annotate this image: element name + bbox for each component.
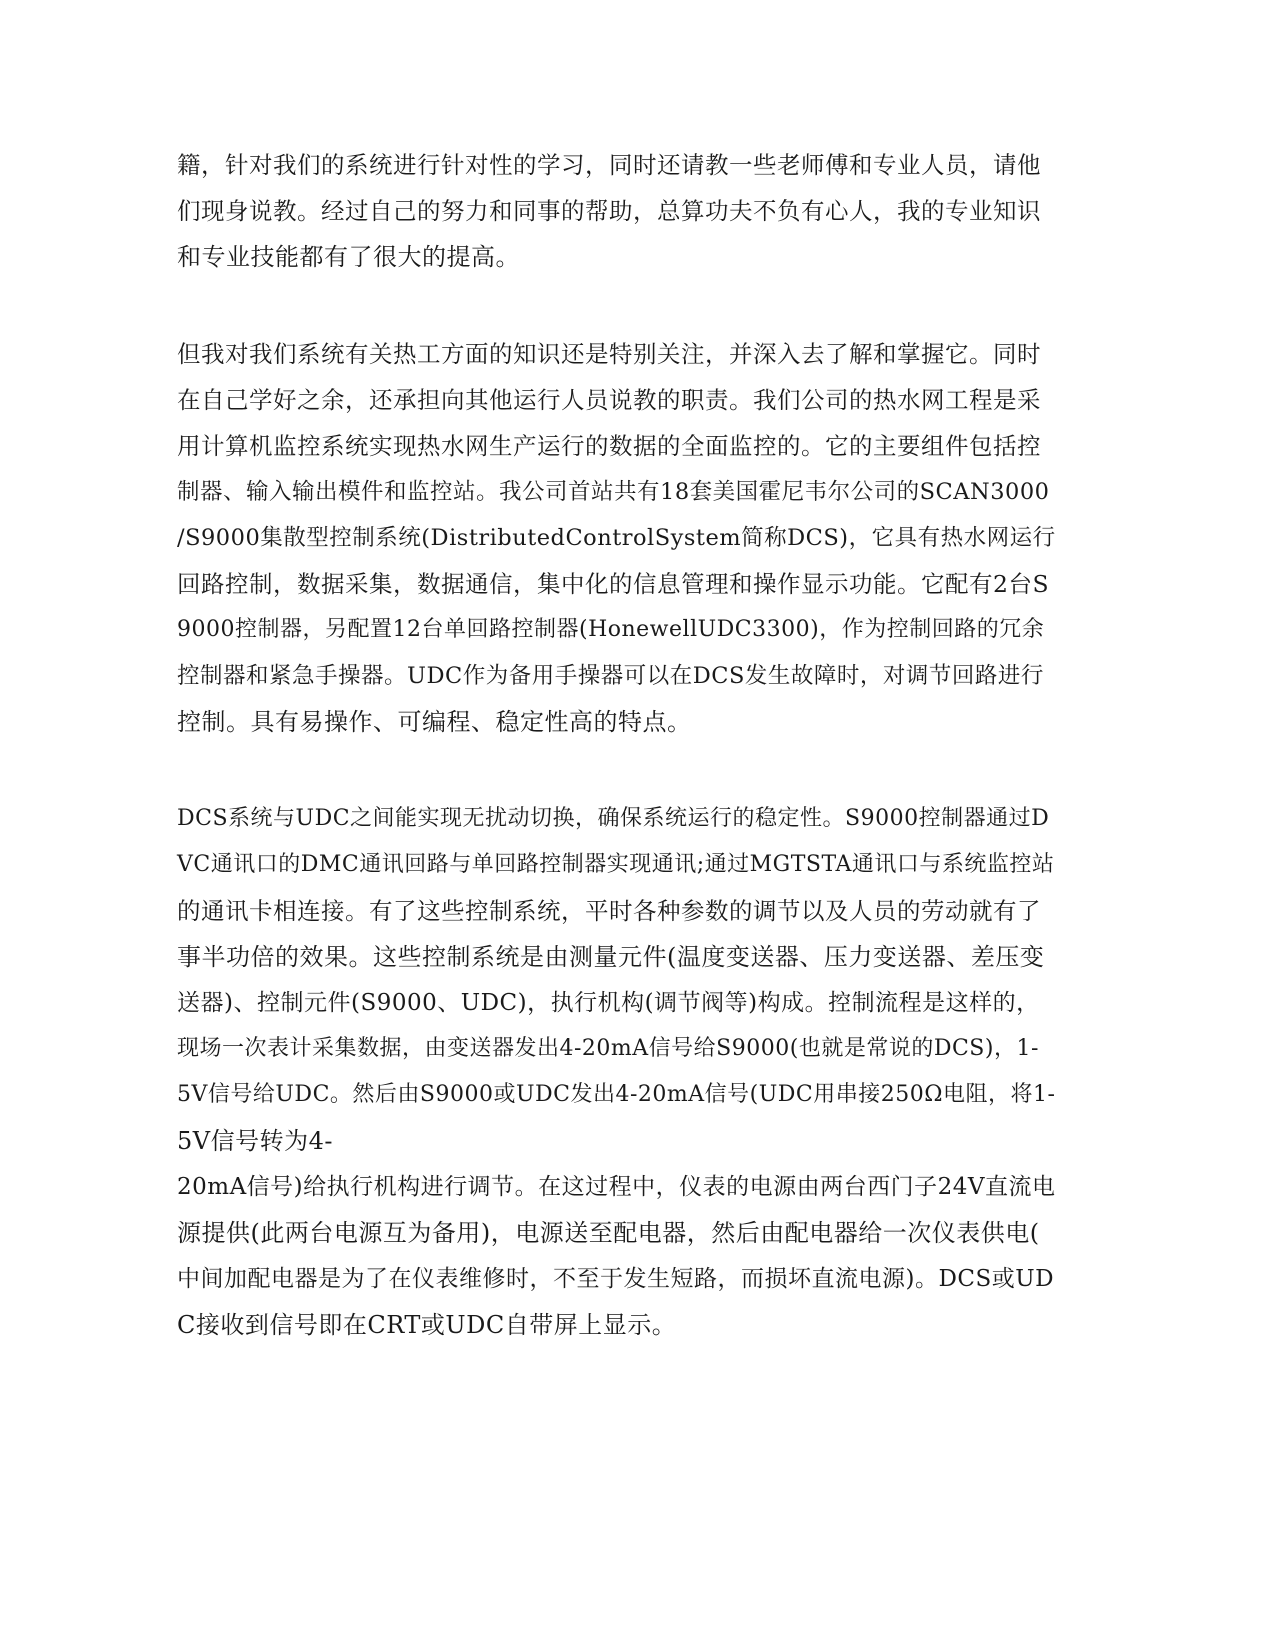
paragraph-2-line-6: 回路控制，数据采集，数据通信，集中化的信息管理和操作显示功能。它配有2台S — [177, 570, 1050, 598]
paragraph-3-line-8: 5V信号转为4- — [177, 1127, 333, 1155]
paragraph-3-line-4: 事半功倍的效果。这些控制系统是由测量元件(温度变送器、压力变送器、差压变 — [177, 943, 1045, 971]
paragraph-3-line-7: 5V信号给UDC。然后由S9000或UDC发出4-20mA信号(UDC用串接250Ω电阻，将1- — [177, 1082, 1056, 1107]
paragraph-3-line-9: 20mA信号)给执行机构进行调节。在这过程中，仪表的电源由两台西门子24V直流电 — [177, 1174, 1056, 1200]
paragraph-1-line-1: 籍，针对我们的系统进行针对性的学习，同时还请教一些老师傅和专业人员，请他 — [177, 151, 1041, 179]
paragraph-3-line-1: DCS系统与UDC之间能实现无扰动切换，确保系统运行的稳定性。S9000控制器通过D — [177, 806, 1050, 831]
paragraph-2-line-4: 制器、输入输出模件和监控站。我公司首站共有18套美国霍尼韦尔公司的SCAN3000 — [177, 479, 1050, 505]
paragraph-2-line-3: 用计算机监控系统实现热水网生产运行的数据的全面监控的。它的主要组件包括控 — [177, 432, 1041, 460]
paragraph-3-line-12: C接收到信号即在CRT或UDC自带屏上显示。 — [177, 1311, 677, 1339]
paragraph-3-line-3: 的通讯卡相连接。有了这些控制系统，平时各种参数的调节以及人员的劳动就有了 — [177, 897, 1041, 925]
paragraph-3-line-5: 送器)、控制元件(S9000、UDC)，执行机构(调节阀等)构成。控制流程是这样的， — [177, 990, 1040, 1016]
paragraph-1-line-2: 们现身说教。经过自己的努力和同事的帮助，总算功夫不负有心人，我的专业知识 — [177, 197, 1041, 225]
paragraph-2-line-2: 在自己学好之余，还承担向其他运行人员说教的职责。我们公司的热水网工程是采 — [177, 386, 1041, 414]
paragraph-2-line-9: 控制。具有易操作、可编程、稳定性高的特点。 — [177, 708, 692, 736]
paragraph-3-line-2: VC通讯口的DMC通讯回路与单回路控制器实现通讯;通过MGTSTA通讯口与系统监控站 — [177, 852, 1055, 877]
paragraph-1-line-3: 和专业技能都有了很大的提高。 — [177, 243, 520, 271]
paragraph-3-line-6: 现场一次表计采集数据，由变送器发出4-20mA信号给S9000(也就是常说的DCS)，1- — [177, 1036, 1039, 1061]
paragraph-3-line-10: 源提供(此两台电源互为备用)，电源送至配电器，然后由配电器给一次仪表供电( — [177, 1219, 1040, 1247]
paragraph-2-line-7: 9000控制器，另配置12台单回路控制器(HonewellUDC3300)，作为控制回路的冗余 — [177, 617, 1045, 642]
paragraph-3-line-11: 中间加配电器是为了在仪表维修时，不至于发生短路，而损坏直流电源)。DCS或UD — [177, 1266, 1055, 1292]
paragraph-2-line-5: /S9000集散型控制系统(DistributedControlSystem简称DCS)，它具有热水网运行 — [177, 525, 1056, 551]
paragraph-2-line-8: 控制器和紧急手操器。UDC作为备用手操器可以在DCS发生故障时，对调节回路进行 — [177, 663, 1044, 689]
paragraph-2-line-1: 但我对我们系统有关热工方面的知识还是特别关注，并深入去了解和掌握它。同时 — [177, 340, 1041, 368]
